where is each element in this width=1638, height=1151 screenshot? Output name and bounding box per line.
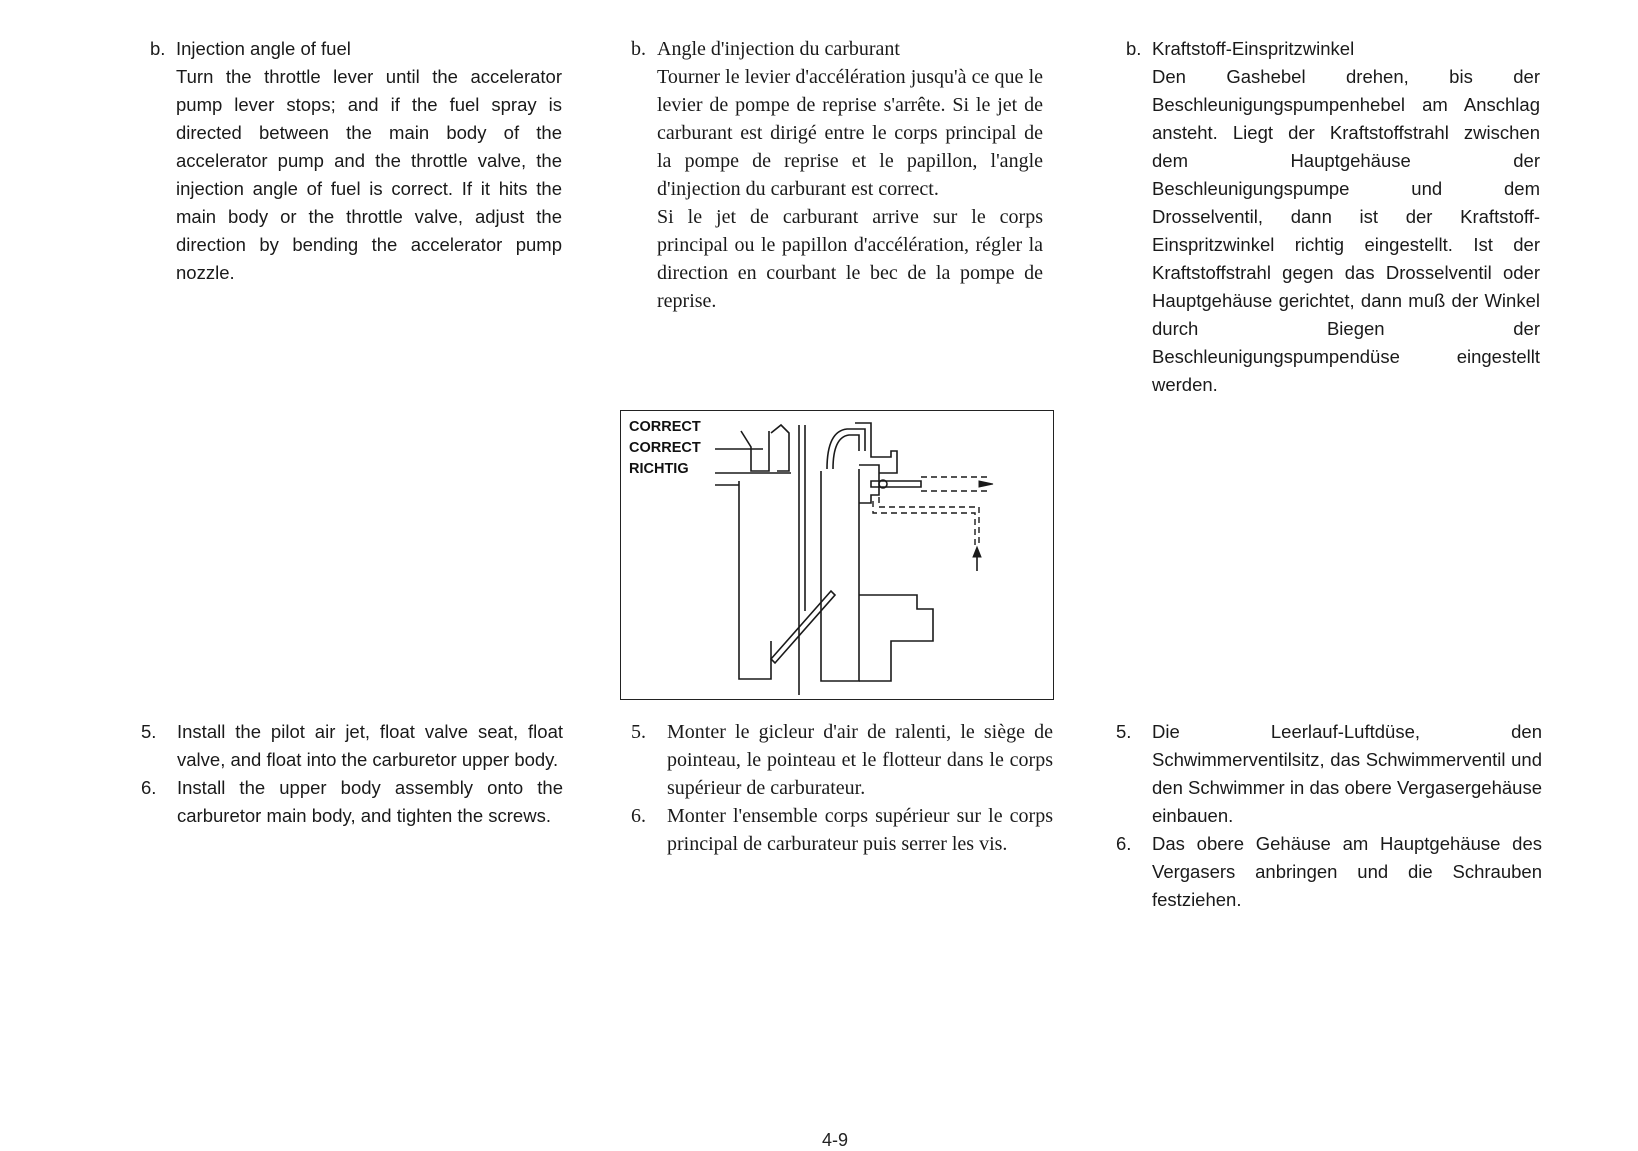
- spray-arrowhead: [979, 481, 993, 487]
- fr-step-6-text: Monter l'ensemble corps supérieur sur le corps principal de carburateur puis serrer les vis.: [667, 805, 1053, 855]
- de-step-6-text: Das obere Gehäuse am Hauptgehäuse des Vergasers anbringen und die Schrauben festziehen.: [1152, 833, 1542, 910]
- en-step-6-number: 6.: [141, 777, 157, 798]
- de-section-body: Den Gashebel drehen, bis der Beschleunigungspumpenhebel am Anschlag ansteht. Liegt der Kraftstoffstrahl zwischen dem Hauptgehäuse der Beschleunigungspumpe und dem Drosselventil, dann ist der Kraftstoff-Einspritzwinkel richtig eingestellt. Ist der Kraftstoffstrahl gegen das Drosselventil oder Hauptgehäuse gerichtet, dann muß der Winkel durch Biegen der Beschleunigungspumpendüse eingestellt werden.: [1152, 66, 1540, 395]
- de-steps: [1116, 718, 1542, 914]
- en-section-label: b.: [150, 38, 166, 59]
- pump-nozzle-tube-2: [833, 435, 859, 469]
- en-step-6-text: Install the upper body assembly onto the carburetor main body, and tighten the screws.: [177, 777, 563, 826]
- fr-section-label: b.: [631, 38, 646, 60]
- de-section-label: b.: [1126, 38, 1142, 59]
- figure-label-de: RICHTIG: [629, 461, 689, 477]
- en-section-title: Injection angle of fuel: [176, 38, 351, 59]
- de-section-b: [1126, 35, 1540, 399]
- fr-step-6-number: 6.: [631, 805, 646, 827]
- fr-section-b: [631, 35, 1043, 315]
- fr-step-5: [631, 718, 1053, 802]
- fr-section-body-2: Si le jet de carburant arrive sur le corps principal ou le papillon d'accélération, régler la direction en courbant le bec de la pompe de reprise.: [657, 206, 1043, 312]
- de-step-5: [1116, 718, 1542, 830]
- de-step-6: [1116, 830, 1542, 914]
- left-ring: [741, 431, 769, 471]
- figure-label-fr: CORRECT: [629, 440, 701, 456]
- en-section-b: [150, 35, 562, 287]
- en-step-5: [141, 718, 563, 774]
- de-step-6-number: 6.: [1116, 833, 1132, 854]
- lower-housing: [859, 595, 933, 681]
- fr-step-5-text: Monter le gicleur d'air de ralenti, le siège de pointeau, le pointeau et le flotteur dans le corps supérieur de carburateur.: [667, 721, 1053, 799]
- page-number: 4-9: [822, 1130, 849, 1150]
- en-step-6: [141, 774, 563, 830]
- throttle-valve: [771, 591, 835, 663]
- carburetor-spray-figure: [620, 410, 1054, 700]
- fr-section-heading: [631, 35, 1043, 63]
- en-step-5-number: 5.: [141, 721, 157, 742]
- up-arrowhead: [973, 547, 981, 557]
- en-steps: [141, 718, 563, 830]
- return-path-2: [873, 501, 975, 547]
- fr-step-6: [631, 802, 1053, 858]
- figure-label-en: CORRECT: [629, 419, 701, 435]
- fr-section-title: Angle d'injection du carburant: [657, 38, 900, 60]
- carburetor-diagram: [621, 411, 1053, 699]
- de-step-5-number: 5.: [1116, 721, 1132, 742]
- de-section-heading: [1126, 35, 1540, 63]
- pump-housing: [859, 465, 879, 503]
- fr-section-body-1: Tourner le levier d'accélération jusqu'à ce que le levier de pompe de reprise s'arrête. Si le jet de carburant est dirigé entre le corps principal de la pompe de reprise et le papillon, l'angle d'injection du carburant est correct.: [657, 66, 1043, 200]
- left-body-outline: [739, 481, 771, 679]
- de-step-5-text: Die Leerlauf-Luftdüse, den Schwimmerventilsitz, das Schwimmerventil und den Schwimmer in das obere Vergasergehäuse einbauen.: [1152, 721, 1542, 826]
- en-step-5-text: Install the pilot air jet, float valve seat, float valve, and float into the carburetor upper body.: [177, 721, 563, 770]
- pump-body: [821, 469, 859, 681]
- left-ring-2: [771, 425, 789, 471]
- fr-step-5-number: 5.: [631, 721, 646, 743]
- de-section-title: Kraftstoff-Einspritzwinkel: [1152, 38, 1355, 59]
- en-section-body: Turn the throttle lever until the accelerator pump lever stops; and if the fuel spray is directed between the main body of the accelerator pump and the throttle valve, the injection angle of fuel is correct. If it hits the main body or the throttle valve, adjust the direction by bending the accelerator pump nozzle.: [176, 66, 562, 283]
- en-section-heading: [150, 35, 562, 63]
- return-path: [879, 497, 979, 547]
- fr-steps: [631, 718, 1053, 858]
